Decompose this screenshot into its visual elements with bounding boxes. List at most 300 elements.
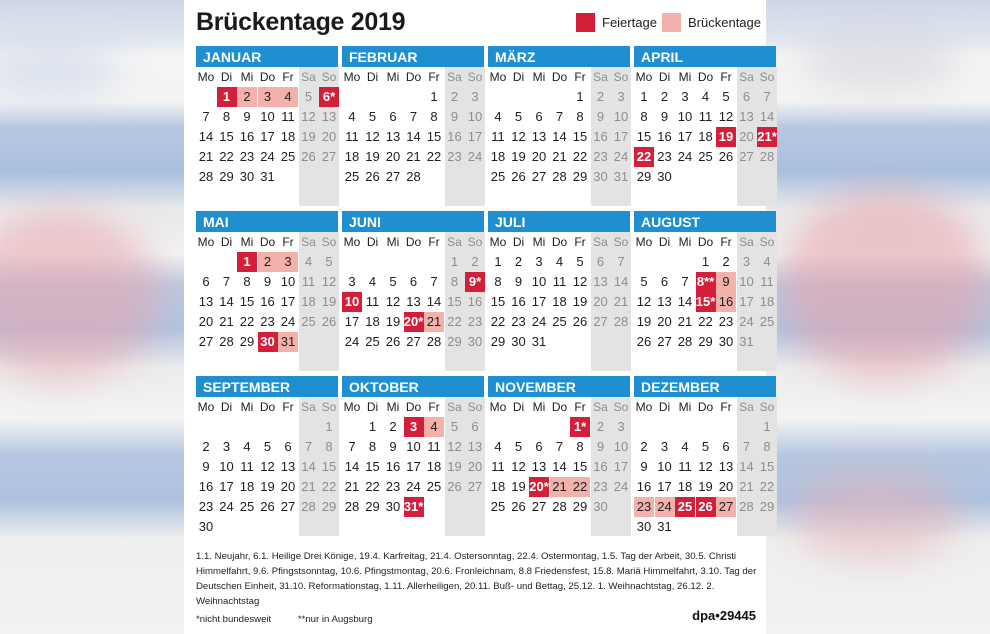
day-cell: 23	[718, 314, 734, 329]
day-cell: 30	[385, 499, 401, 514]
day-cell: 8	[494, 274, 502, 289]
day-cell: 23	[467, 314, 483, 329]
day-cell: 19	[321, 294, 337, 309]
day-cell: 3	[681, 89, 689, 104]
day-cell: 12	[321, 274, 337, 289]
day-cell: 20	[593, 294, 608, 309]
weekday-header: Mi	[532, 70, 546, 84]
day-cell: 24	[467, 149, 483, 164]
day-cell: 17	[531, 294, 547, 309]
day-cell: 1	[325, 419, 333, 434]
month-2	[342, 46, 484, 206]
day-cell: 22	[759, 479, 775, 494]
bridge-day: 21	[550, 477, 570, 497]
day-cell: 29	[698, 334, 713, 349]
weekday-header: Do	[697, 400, 714, 414]
weekday-header: Mi	[678, 70, 692, 84]
day-cell: 5	[701, 439, 710, 454]
day-cell: 9	[660, 109, 669, 124]
day-cell: 13	[657, 294, 672, 309]
background-blur-red-right	[780, 190, 990, 380]
weekday-header: Sa	[739, 235, 754, 249]
day-cell: 26	[385, 334, 401, 349]
day-cell: 7	[222, 274, 231, 289]
holiday-swatch	[576, 13, 595, 32]
day-cell: 10	[219, 459, 234, 474]
day-cell: 14	[552, 459, 567, 474]
legend-holiday	[576, 13, 657, 32]
month-name: MAI	[196, 211, 338, 232]
day-cell: 29	[321, 499, 337, 514]
day-cell: 23	[239, 149, 255, 164]
day-cell: 24	[613, 479, 629, 494]
day-cell: 19	[365, 149, 380, 164]
legend-bridge	[662, 13, 761, 32]
day-cell: 21	[301, 479, 316, 494]
weekday-header: Fr	[574, 70, 586, 84]
day-cell: 6	[596, 254, 605, 269]
weekday-header: Do	[551, 70, 568, 84]
day-cell: 1	[701, 254, 710, 269]
day-cell: 26	[511, 169, 526, 184]
day-cell: 15	[321, 459, 337, 474]
day-cell: 4	[348, 109, 356, 124]
day-cell: 11	[491, 129, 505, 144]
weekday-header: Di	[366, 400, 379, 414]
weekday-header: Mo	[489, 235, 507, 249]
day-cell: 31	[739, 334, 754, 349]
day-cell: 8	[243, 274, 251, 289]
day-cell: 4	[368, 274, 377, 289]
month-name: FEBRUAR	[342, 46, 484, 67]
day-cell: 15	[490, 294, 506, 309]
day-cell: 25	[365, 334, 380, 349]
day-cell: 21	[406, 149, 421, 164]
weekday-header: Mo	[489, 400, 507, 414]
day-cell: 24	[219, 499, 234, 514]
day-cell: 27	[321, 149, 337, 164]
weekday-header: Sa	[301, 400, 316, 414]
day-cell: 17	[677, 129, 693, 144]
day-cell: 29	[572, 169, 588, 184]
day-cell: 20	[718, 479, 734, 494]
day-cell: 28	[739, 499, 754, 514]
day-cell: 19	[572, 294, 588, 309]
day-cell: 5	[389, 274, 397, 289]
weekday-header: Sa	[447, 400, 462, 414]
day-cell: 12	[385, 294, 401, 309]
day-cell: 3	[742, 254, 751, 269]
day-cell: 29	[365, 499, 380, 514]
day-cell: 6	[409, 274, 418, 289]
day-cell: 12	[511, 129, 526, 144]
weekday-header: Di	[658, 235, 671, 249]
day-cell: 31	[531, 334, 547, 349]
holiday-day: 6*	[319, 87, 339, 107]
day-cell: 21	[677, 314, 693, 329]
day-cell: 30	[511, 334, 526, 349]
day-cell: 22	[698, 314, 713, 329]
weekday-header: Di	[512, 70, 525, 84]
day-cell: 16	[636, 479, 652, 494]
day-cell: 16	[239, 129, 255, 144]
day-cell: 7	[430, 274, 438, 289]
weekday-header: Mi	[678, 235, 692, 249]
day-cell: 5	[450, 419, 459, 434]
weekday-header: Mo	[343, 70, 361, 84]
day-cell: 2	[596, 89, 605, 104]
day-cell: 20	[280, 479, 296, 494]
day-cell: 14	[344, 459, 360, 474]
day-cell: 12	[511, 459, 526, 474]
month-8	[634, 211, 776, 371]
weekday-header: Di	[658, 70, 671, 84]
day-cell: 11	[698, 109, 713, 124]
weekday-header: Do	[551, 235, 568, 249]
day-cell: 4	[555, 254, 564, 269]
day-cell: 1	[430, 89, 438, 104]
day-cell: 16	[593, 459, 608, 474]
day-cell: 19	[698, 479, 713, 494]
weekday-header: Mi	[386, 70, 400, 84]
day-cell: 13	[385, 129, 401, 144]
day-cell: 10	[467, 109, 483, 124]
month-6	[342, 211, 484, 371]
day-cell: 13	[531, 459, 547, 474]
day-cell: 27	[198, 334, 214, 349]
day-cell: 7	[681, 274, 689, 289]
day-cell: 25	[344, 169, 360, 184]
day-cell: 16	[260, 294, 275, 309]
day-cell: 7	[304, 439, 313, 454]
day-cell: 4	[304, 254, 313, 269]
weekday-header: So	[467, 70, 483, 84]
weekday-header: Mi	[386, 235, 400, 249]
day-cell: 1	[640, 89, 648, 104]
day-cell: 30	[239, 169, 255, 184]
weekday-header: Mi	[240, 235, 254, 249]
calendar-card	[184, 0, 777, 634]
day-cell: 23	[447, 149, 462, 164]
day-cell: 23	[593, 479, 608, 494]
day-cell: 11	[678, 459, 692, 474]
day-cell: 12	[447, 439, 462, 454]
holiday-day: 1	[217, 87, 237, 107]
day-cell: 12	[718, 109, 734, 124]
day-cell: 10	[657, 459, 672, 474]
day-cell: 13	[531, 129, 547, 144]
weekday-header: Do	[697, 235, 714, 249]
day-cell: 5	[722, 89, 730, 104]
day-cell: 5	[514, 109, 523, 124]
day-cell: 20	[321, 129, 337, 144]
month-7	[488, 211, 630, 371]
day-cell: 30	[718, 334, 734, 349]
day-cell: 25	[490, 499, 506, 514]
day-cell: 14	[219, 294, 234, 309]
month-4	[634, 46, 776, 206]
weekday-header: Di	[658, 400, 671, 414]
weekday-header: Mo	[489, 70, 507, 84]
weekday-header: Fr	[282, 400, 294, 414]
day-cell: 18	[365, 314, 380, 329]
day-cell: 3	[471, 89, 479, 104]
day-cell: 26	[572, 314, 588, 329]
day-cell: 2	[202, 439, 210, 454]
day-cell: 23	[511, 314, 526, 329]
day-cell: 31	[613, 169, 629, 184]
day-cell: 20	[385, 149, 401, 164]
weekday-header: Mo	[197, 400, 215, 414]
day-cell: 1	[763, 419, 771, 434]
weekday-header: Di	[512, 400, 525, 414]
bridge-day: 21	[424, 312, 444, 332]
weekday-header: Mo	[635, 70, 653, 84]
month-name: APRIL	[634, 46, 776, 67]
day-cell: 11	[552, 274, 567, 289]
day-cell: 26	[447, 479, 462, 494]
day-cell: 2	[722, 254, 730, 269]
day-cell: 15	[636, 129, 652, 144]
day-cell: 24	[677, 149, 693, 164]
day-cell: 25	[280, 149, 296, 164]
day-cell: 17	[406, 459, 421, 474]
day-cell: 27	[657, 334, 672, 349]
day-cell: 27	[385, 169, 401, 184]
day-cell: 23	[198, 499, 214, 514]
day-cell: 6	[389, 109, 397, 124]
day-cell: 11	[345, 129, 359, 144]
day-cell: 6	[202, 274, 210, 289]
weekday-header: Mi	[678, 400, 692, 414]
day-cell: 29	[572, 499, 588, 514]
day-cell: 30	[593, 169, 608, 184]
month-3	[488, 46, 630, 206]
day-cell: 2	[596, 419, 605, 434]
weekday-header: Mi	[386, 400, 400, 414]
day-cell: 18	[239, 479, 255, 494]
month-12	[634, 376, 776, 536]
day-cell: 20	[657, 314, 672, 329]
day-cell: 18	[344, 149, 360, 164]
day-cell: 19	[447, 459, 462, 474]
day-cell: 10	[531, 274, 547, 289]
day-cell: 29	[636, 169, 652, 184]
day-cell: 10	[280, 274, 296, 289]
day-cell: 9	[640, 459, 648, 474]
weekday-header: Mo	[635, 235, 653, 249]
holiday-day: 10	[342, 292, 362, 312]
day-cell: 2	[450, 89, 459, 104]
day-cell: 15	[572, 459, 588, 474]
day-cell: 29	[239, 334, 255, 349]
day-cell: 27	[531, 169, 547, 184]
day-cell: 14	[759, 109, 775, 124]
legend-bridge-label: Brückentage	[688, 15, 761, 30]
day-cell: 27	[739, 149, 754, 164]
day-cell: 14	[739, 459, 754, 474]
day-cell: 6	[660, 274, 669, 289]
day-cell: 23	[657, 149, 672, 164]
weekday-header: Fr	[282, 70, 294, 84]
day-cell: 23	[260, 314, 275, 329]
weekday-header: Di	[366, 70, 379, 84]
background-blur-bottom-right	[790, 470, 960, 560]
bridge-day: 2	[258, 252, 278, 272]
weekday-header: Fr	[720, 235, 732, 249]
day-cell: 11	[365, 294, 380, 309]
weekday-header: So	[321, 70, 337, 84]
day-cell: 19	[301, 129, 316, 144]
day-cell: 1	[368, 419, 377, 434]
day-cell: 24	[613, 149, 629, 164]
day-cell: 26	[511, 499, 526, 514]
day-cell: 14	[198, 129, 214, 144]
day-cell: 3	[222, 439, 231, 454]
day-cell: 3	[535, 254, 543, 269]
day-cell: 2	[514, 254, 523, 269]
day-cell: 8	[450, 274, 459, 289]
day-cell: 10	[260, 109, 275, 124]
day-cell: 15	[759, 459, 775, 474]
dpa-credit: dpa•29445	[692, 608, 756, 623]
day-cell: 17	[613, 459, 629, 474]
day-cell: 13	[280, 459, 296, 474]
month-name: JANUAR	[196, 46, 338, 67]
weekday-header: Mo	[635, 400, 653, 414]
day-cell: 18	[759, 294, 775, 309]
day-cell: 28	[677, 334, 693, 349]
day-cell: 18	[426, 459, 442, 474]
bridge-day: 23	[634, 497, 654, 517]
day-cell: 22	[490, 314, 506, 329]
day-cell: 19	[260, 479, 275, 494]
holiday-day: 20*	[529, 477, 549, 497]
background-blur-top-left	[0, 40, 120, 100]
day-cell: 18	[490, 149, 506, 164]
day-cell: 7	[742, 439, 751, 454]
day-cell: 7	[348, 439, 356, 454]
day-cell: 30	[198, 519, 214, 534]
day-cell: 13	[406, 294, 421, 309]
day-cell: 27	[531, 499, 547, 514]
day-cell: 25	[426, 479, 442, 494]
day-cell: 28	[552, 499, 567, 514]
day-cell: 21	[344, 479, 360, 494]
day-cell: 27	[280, 499, 296, 514]
weekday-header: Sa	[739, 70, 754, 84]
weekday-header: Do	[259, 235, 276, 249]
holiday-day: 30	[258, 332, 278, 352]
weekday-header: Fr	[428, 235, 440, 249]
day-cell: 9	[389, 439, 397, 454]
day-cell: 13	[593, 274, 608, 289]
bridge-day: 9	[716, 272, 736, 292]
day-cell: 26	[321, 314, 337, 329]
weekday-header: Do	[405, 235, 422, 249]
day-cell: 9	[514, 274, 523, 289]
day-cell: 8	[576, 439, 584, 454]
day-cell: 8	[368, 439, 377, 454]
weekday-header: Do	[405, 400, 422, 414]
day-cell: 9	[450, 109, 459, 124]
day-cell: 5	[368, 109, 377, 124]
month-name: MÄRZ	[488, 46, 630, 67]
day-cell: 3	[617, 89, 625, 104]
day-cell: 28	[759, 149, 775, 164]
bridge-day: 3	[258, 87, 278, 107]
day-cell: 21	[739, 479, 754, 494]
month-10	[342, 376, 484, 536]
day-cell: 1	[576, 89, 584, 104]
day-cell: 18	[490, 479, 506, 494]
weekday-header: Mi	[532, 235, 546, 249]
holiday-day: 31*	[404, 497, 424, 517]
day-cell: 10	[739, 274, 754, 289]
day-cell: 18	[677, 479, 693, 494]
day-cell: 17	[613, 129, 629, 144]
day-cell: 25	[301, 314, 316, 329]
day-cell: 14	[301, 459, 316, 474]
weekday-header: Di	[220, 400, 233, 414]
day-cell: 14	[406, 129, 421, 144]
day-cell: 24	[531, 314, 547, 329]
weekday-header: Sa	[593, 70, 608, 84]
day-cell: 17	[467, 129, 483, 144]
day-cell: 8	[640, 109, 648, 124]
weekday-header: Do	[259, 70, 276, 84]
weekday-header: So	[613, 70, 629, 84]
day-cell: 12	[301, 109, 316, 124]
background-blur-red-left	[0, 210, 160, 380]
weekday-header: Fr	[428, 70, 440, 84]
weekday-header: Do	[697, 70, 714, 84]
day-cell: 15	[219, 129, 234, 144]
day-cell: 8	[325, 439, 333, 454]
day-cell: 18	[698, 129, 713, 144]
day-cell: 29	[447, 334, 462, 349]
weekday-header: So	[759, 235, 775, 249]
weekday-header: So	[467, 400, 483, 414]
month-name: DEZEMBER	[634, 376, 776, 397]
weekday-header: Fr	[720, 70, 732, 84]
day-cell: 23	[593, 149, 608, 164]
day-cell: 10	[677, 109, 693, 124]
day-cell: 3	[617, 419, 625, 434]
holiday-day: 21*	[757, 127, 777, 147]
day-cell: 17	[280, 294, 296, 309]
day-cell: 24	[260, 149, 275, 164]
day-cell: 25	[759, 314, 775, 329]
note-augsburg-only: **nur in Augsburg	[297, 614, 373, 625]
bridge-day: 4	[424, 417, 444, 437]
weekday-header: So	[467, 235, 483, 249]
day-cell: 28	[301, 499, 316, 514]
day-cell: 13	[467, 439, 483, 454]
legend-holiday-label: Feiertage	[602, 15, 657, 30]
day-cell: 7	[555, 109, 564, 124]
day-cell: 31	[657, 519, 672, 534]
day-cell: 20	[531, 149, 547, 164]
day-cell: 7	[202, 109, 210, 124]
day-cell: 30	[636, 519, 652, 534]
day-cell: 19	[636, 314, 652, 329]
day-cell: 7	[617, 254, 625, 269]
day-cell: 26	[301, 149, 316, 164]
day-cell: 24	[739, 314, 754, 329]
day-cell: 2	[389, 419, 397, 434]
day-cell: 24	[344, 334, 360, 349]
